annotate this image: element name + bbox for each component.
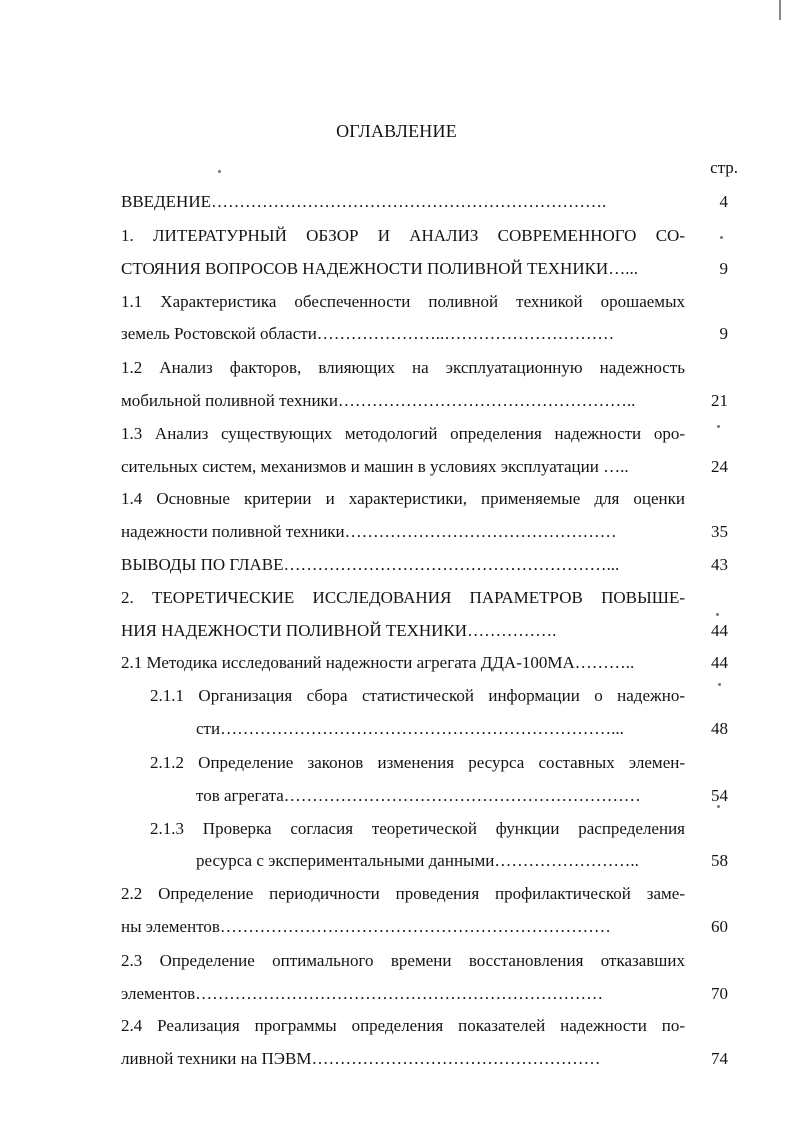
toc-page-number: 4: [719, 192, 728, 211]
toc-page-number: 44: [711, 621, 728, 640]
toc-entry-2-1-1-cont: сти……………………………………………………………...: [196, 719, 624, 738]
toc-heading: ОГЛАВЛЕНИЕ: [336, 121, 457, 141]
toc-entry-chapter-2: 2. ТЕОРЕТИЧЕСКИЕ ИССЛЕДОВАНИЯ ПАРАМЕТРОВ ПОВЫШЕ-: [121, 588, 685, 607]
toc-page-number: 35: [711, 522, 728, 541]
scan-speck: [718, 683, 721, 686]
toc-entry-conclusions: ВЫВОДЫ ПО ГЛАВЕ…………………………………………………...: [121, 555, 620, 574]
toc-page-number: 58: [711, 851, 728, 870]
toc-entry-1-2-cont: мобильной поливной техники……………………………………………..: [121, 391, 636, 410]
scan-edge-mark: [779, 0, 781, 20]
toc-entry-chapter-1: 1. ЛИТЕРАТУРНЫЙ ОБЗОР И АНАЛИЗ СОВРЕМЕННОГО СО-: [121, 226, 685, 245]
toc-page-number: 60: [711, 917, 728, 936]
scan-speck: [717, 805, 720, 808]
scan-speck: [716, 613, 719, 616]
toc-entry-2-1-3: 2.1.3 Проверка согласия теоретической функции распределения: [150, 819, 685, 838]
toc-entry-2-1-1: 2.1.1 Организация сбора статистической информации о надежно-: [150, 686, 685, 705]
toc-entry-2-1-2: 2.1.2 Определение законов изменения ресурса составных элемен-: [150, 753, 685, 772]
toc-page-number: 44: [711, 653, 728, 672]
toc-entry-1-3: 1.3 Анализ существующих методологий определения надежности оро-: [121, 424, 685, 443]
toc-entry-1-4-cont: надежности поливной техники…………………………………………: [121, 522, 617, 541]
toc-entry-introduction: ВВЕДЕНИЕ…………………………………………………………….: [121, 192, 607, 211]
toc-page-number: 9: [719, 324, 728, 343]
toc-entry-2-4-cont: ливной техники на ПЭВМ……………………………………………: [121, 1049, 601, 1068]
toc-page-number: 54: [711, 786, 728, 805]
toc-page-number: 70: [711, 984, 728, 1003]
toc-entry-1-1: 1.1 Характеристика обеспеченности поливной техникой орошаемых: [121, 292, 685, 311]
toc-page-number: 48: [711, 719, 728, 738]
toc-entry-2-1-3-cont: ресурса с экспериментальными данными……………………..: [196, 851, 639, 870]
page-column-label: стр.: [710, 158, 738, 177]
toc-page-number: 9: [719, 259, 728, 278]
toc-entry-2-4: 2.4 Реализация программы определения показателей надежности по-: [121, 1016, 685, 1035]
toc-page-number: 21: [711, 391, 728, 410]
toc-page-number: 24: [711, 457, 728, 476]
toc-entry-2-3: 2.3 Определение оптимального времени восстановления отказавших: [121, 951, 685, 970]
toc-entry-1-4: 1.4 Основные критерии и характеристики, применяемые для оценки: [121, 489, 685, 508]
toc-entry-1-2: 1.2 Анализ факторов, влияющих на эксплуатационную надежность: [121, 358, 685, 377]
toc-entry-chapter-2-cont: НИЯ НАДЕЖНОСТИ ПОЛИВНОЙ ТЕХНИКИ…………….: [121, 621, 557, 640]
toc-entry-2-1: 2.1 Методика исследований надежности агрегата ДДА-100МА………..: [121, 653, 635, 672]
toc-page-number: 43: [711, 555, 728, 574]
toc-entry-2-2-cont: ны элементов……………………………………………………………: [121, 917, 611, 936]
toc-entry-1-1-cont: земель Ростовской области…………………..…………………………: [121, 324, 615, 343]
toc-entry-chapter-1-cont: СТОЯНИЯ ВОПРОСОВ НАДЕЖНОСТИ ПОЛИВНОЙ ТЕХНИКИ…...: [121, 259, 638, 278]
scan-speck: [720, 236, 723, 239]
scan-speck: [717, 425, 720, 428]
toc-page-number: 74: [711, 1049, 728, 1068]
toc-entry-2-1-2-cont: тов агрегата………………………………………………………: [196, 786, 641, 805]
toc-entry-2-2: 2.2 Определение периодичности проведения профилактической заме-: [121, 884, 685, 903]
toc-entry-1-3-cont: сительных систем, механизмов и машин в условиях эксплуатации …..: [121, 457, 629, 476]
toc-entry-2-3-cont: элементов………………………………………………………………: [121, 984, 604, 1003]
scan-speck: [218, 170, 221, 173]
